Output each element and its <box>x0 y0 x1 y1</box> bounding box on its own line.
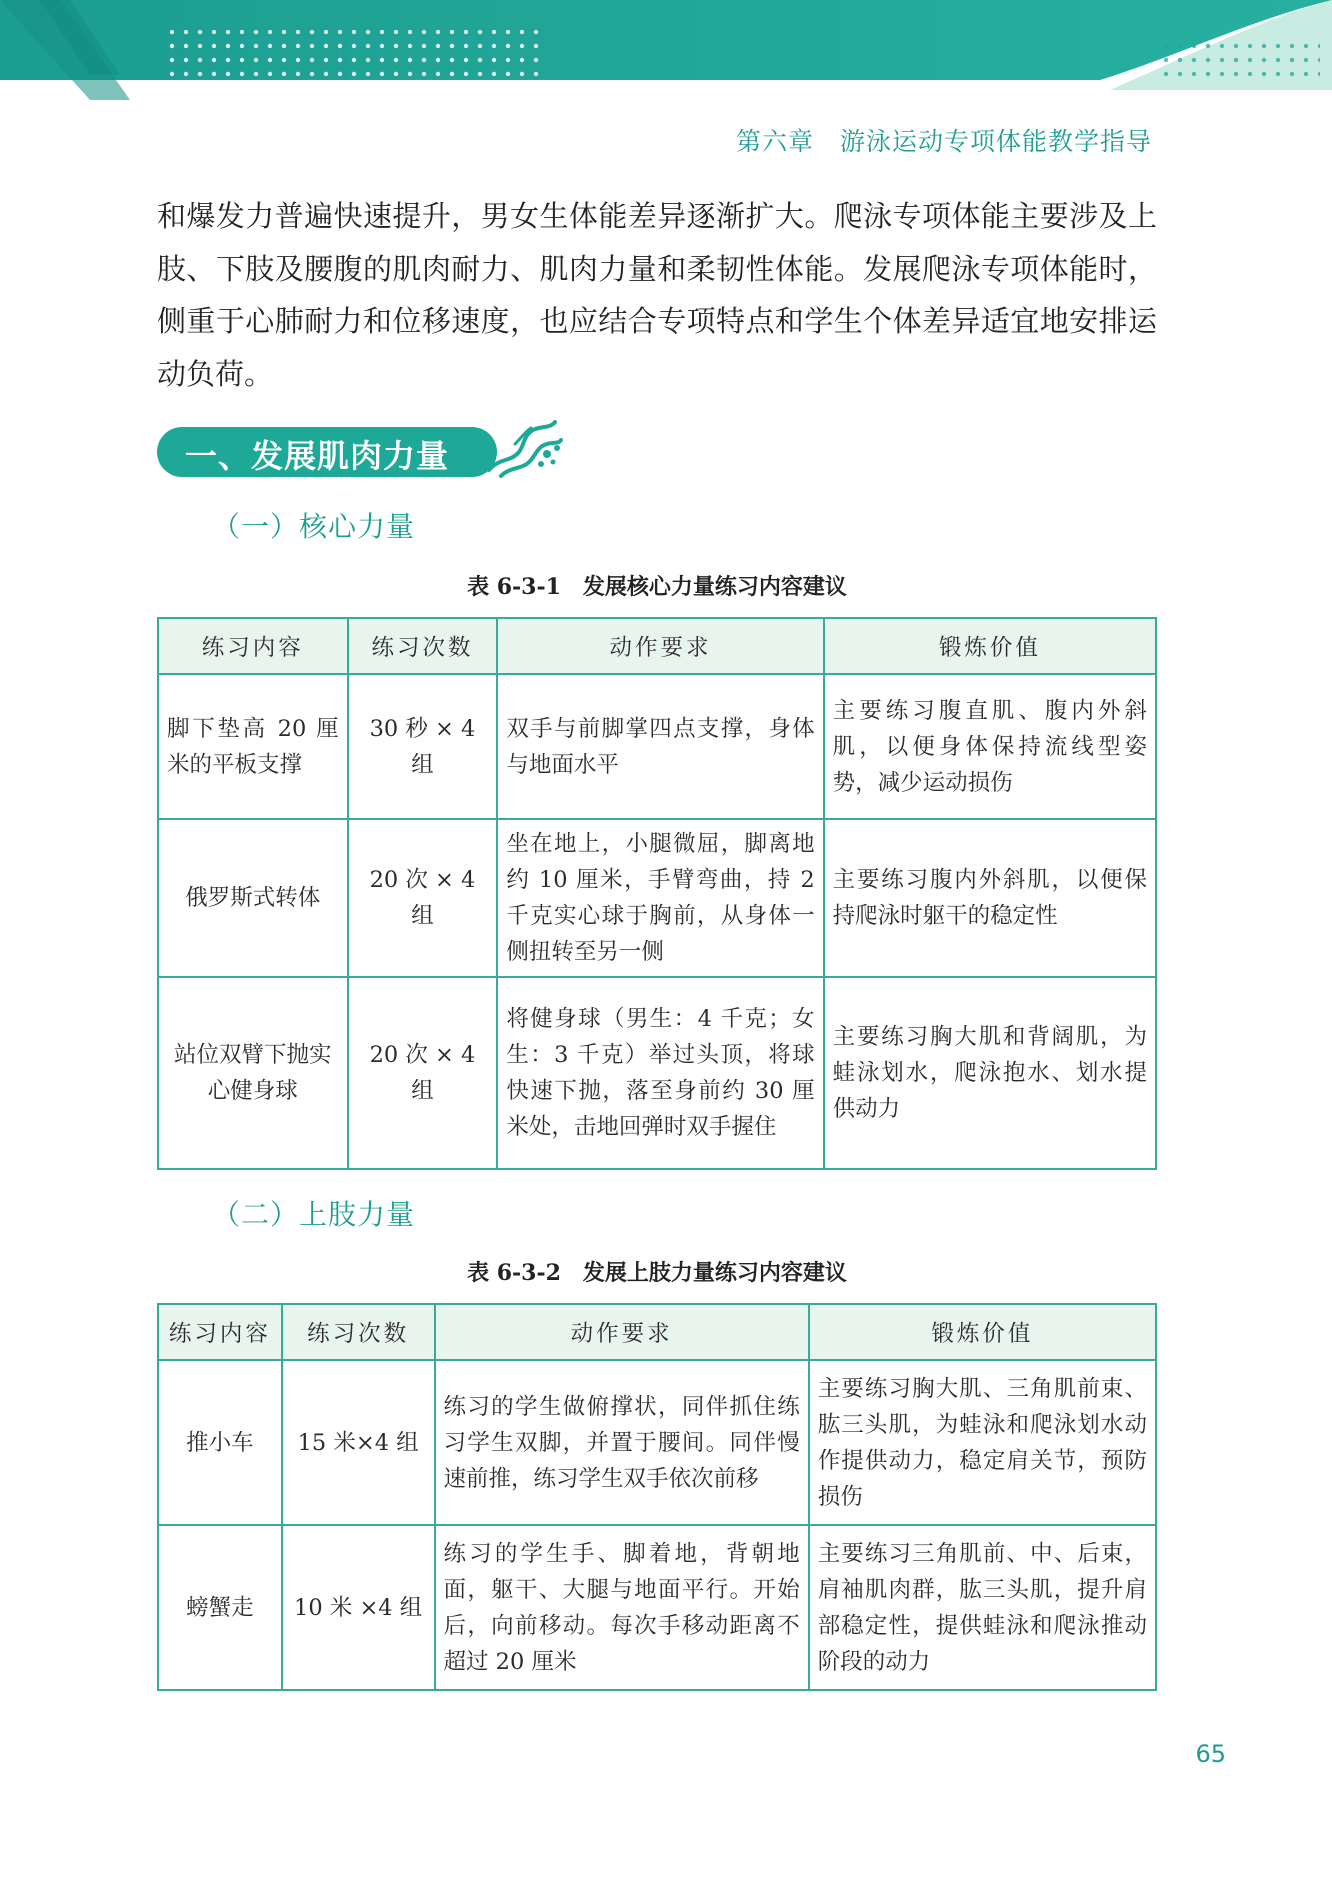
exercise-name: 推小车 <box>158 1360 282 1525</box>
section-title: 一、发展肌肉力量 <box>185 437 450 475</box>
column-header: 动作要求 <box>497 618 823 674</box>
chapter-header: 第六章 游泳运动专项体能教学指导 <box>735 127 1152 156</box>
exercise-requirement: 练习的学生手、脚着地，背朝地面，躯干、大腿与地面平行。开始后，向前移动。每次手移动距离不超过 20 厘米 <box>435 1525 809 1690</box>
exercise-requirement: 双手与前脚掌四点支撑，身体与地面水平 <box>497 674 823 819</box>
column-header: 动作要求 <box>435 1304 809 1360</box>
exercise-count: 20 次 × 4 组 <box>348 819 498 977</box>
exercise-value: 主要练习腹直肌、腹内外斜肌，以便身体保持流线型姿势，减少运动损伤 <box>824 674 1156 819</box>
header-banner <box>0 0 1332 100</box>
column-header: 锻炼价值 <box>824 618 1156 674</box>
subsection-title: （一）核心力量 <box>212 510 416 543</box>
table-row <box>158 1360 1156 1525</box>
wave-icon <box>485 418 565 480</box>
exercise-requirement: 坐在地上，小腿微屈，脚离地约 10 厘米，手臂弯曲，持 2 千克实心球于胸前，从身体一侧扭转至另一侧 <box>497 819 823 977</box>
table-row <box>158 819 1156 977</box>
table-row <box>158 1525 1156 1690</box>
table-caption: 表 6-3-2 发展上肢力量练习内容建议 <box>467 1260 847 1286</box>
table-row <box>158 977 1156 1169</box>
column-header: 锻炼价值 <box>809 1304 1156 1360</box>
subsection-title: （二）上肢力量 <box>212 1198 416 1231</box>
exercise-count: 10 米 ×4 组 <box>282 1525 435 1690</box>
upper-limb-strength-table <box>157 1303 1157 1691</box>
table-header-row <box>158 1304 1156 1360</box>
table-row <box>158 674 1156 819</box>
table-caption: 表 6-3-1 发展核心力量练习内容建议 <box>467 574 847 600</box>
intro-paragraph: 和爆发力普遍快速提升，男女生体能差异逐渐扩大。爬泳专项体能主要涉及上肢、下肢及腰腹的肌肉耐力、肌肉力量和柔韧性体能。发展爬泳专项体能时，侧重于心肺耐力和位移速度，也应结合专项特点和学生个体差异适宜地安排运动负荷。 <box>157 199 1157 391</box>
exercise-count: 20 次 × 4 组 <box>348 977 498 1169</box>
exercise-name: 俄罗斯式转体 <box>158 819 348 977</box>
exercise-name: 站位双臂下抛实心健身球 <box>158 977 348 1169</box>
exercise-value: 主要练习三角肌前、中、后束，肩袖肌肉群，肱三头肌，提升肩部稳定性，提供蛙泳和爬泳推动阶段的动力 <box>809 1525 1156 1690</box>
table-header-row <box>158 618 1156 674</box>
column-header: 练习内容 <box>158 618 348 674</box>
exercise-value: 主要练习胸大肌和背阔肌，为蛙泳划水，爬泳抱水、划水提供动力 <box>824 977 1156 1169</box>
exercise-value: 主要练习胸大肌、三角肌前束、肱三头肌，为蛙泳和爬泳划水动作提供动力，稳定肩关节，预防损伤 <box>809 1360 1156 1525</box>
page-number: 65 <box>1195 1740 1226 1768</box>
column-header: 练习内容 <box>158 1304 282 1360</box>
exercise-requirement: 练习的学生做俯撑状，同伴抓住练习学生双脚，并置于腰间。同伴慢速前推，练习学生双手依次前移 <box>435 1360 809 1525</box>
exercise-name: 螃蟹走 <box>158 1525 282 1690</box>
exercise-count: 15 米×4 组 <box>282 1360 435 1525</box>
core-strength-table <box>157 617 1157 1170</box>
exercise-count: 30 秒 × 4 组 <box>348 674 498 819</box>
column-header: 练习次数 <box>282 1304 435 1360</box>
exercise-value: 主要练习腹内外斜肌，以便保持爬泳时躯干的稳定性 <box>824 819 1156 977</box>
exercise-requirement: 将健身球（男生：4 千克；女生：3 千克）举过头顶，将球快速下抛，落至身前约 30 厘米处，击地回弹时双手握住 <box>497 977 823 1169</box>
column-header: 练习次数 <box>348 618 498 674</box>
exercise-name: 脚下垫高 20 厘米的平板支撑 <box>158 674 348 819</box>
